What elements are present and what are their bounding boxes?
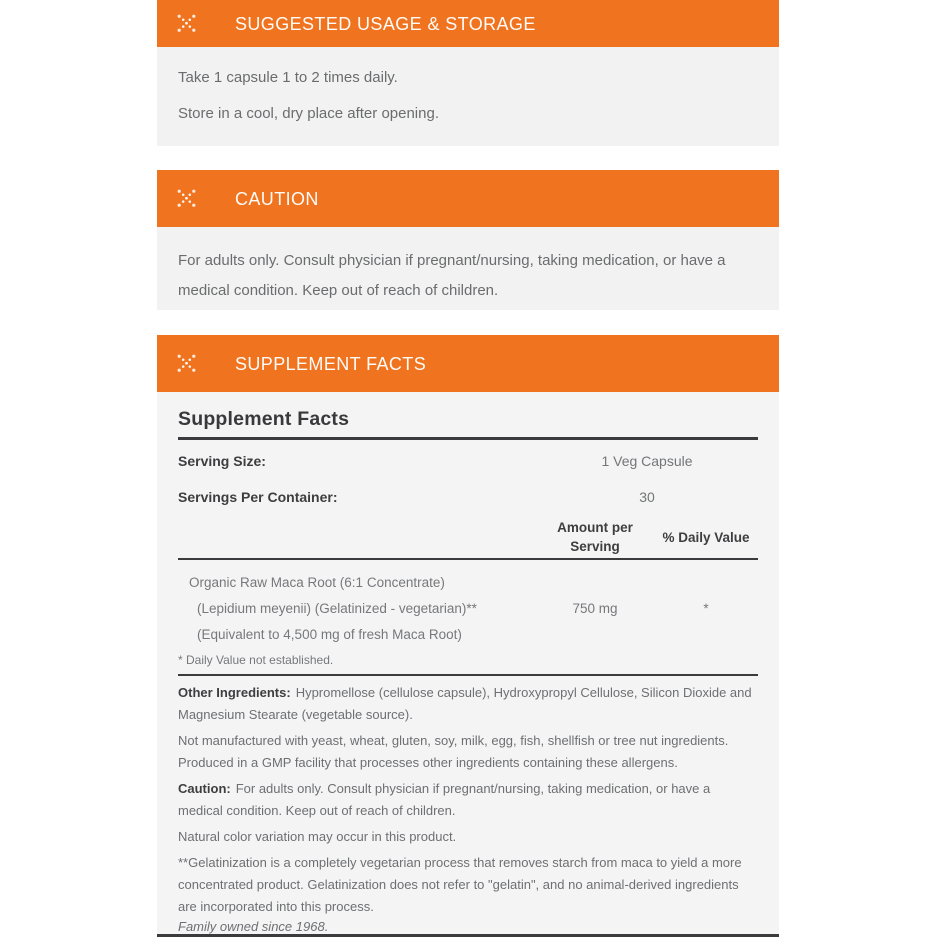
gelatinization-note: **Gelatinization is a completely vegetarian process that removes starch from maca to yield a more concentrated product. Gelatinization does not refer to "gelatin", and no animal-derived ingredients are incorporated into this process. [178, 855, 742, 914]
dotted-burst-icon [176, 353, 197, 374]
supplement-facts-panel [157, 392, 779, 937]
daily-value-header: % Daily Value [662, 529, 750, 545]
facts-section-title: SUPPLEMENT FACTS [235, 353, 427, 374]
divider [178, 437, 758, 440]
servings-per-container-row [178, 489, 758, 506]
ingredient-row [178, 570, 758, 648]
caution-body [157, 227, 779, 310]
supplement-facts-heading: Supplement Facts [178, 408, 350, 430]
serving-size-value: 1 Veg Capsule [601, 453, 693, 469]
other-ingredients-paragraph: Other Ingredients: Hypromellose (cellulose capsule), Hydroxypropyl Cellulose, Silicon Dioxide and Magnesium Stearate (vegetable source). [178, 685, 752, 722]
caution-section [157, 170, 779, 310]
ingredient-name: Organic Raw Maca Root (6:1 Concentrate) (Lepidium meyenii) (Gelatinized - vegetarian)** (Equivalent to 4,500 mg of fresh Maca Root) [189, 575, 477, 642]
caution-header-bar [157, 170, 779, 227]
dotted-burst-icon [176, 188, 197, 209]
caution-label: Caution: [178, 781, 231, 796]
ingredient-amount: 750 mg [572, 601, 618, 616]
color-variation-note: Natural color variation may occur in this product. [178, 829, 457, 844]
family-owned-note: Family owned since 1968. [178, 919, 329, 934]
other-ingredients-label: Other Ingredients: [178, 685, 291, 700]
divider [178, 674, 758, 676]
daily-value-footnote: * Daily Value not established. [178, 653, 334, 667]
caution-section-title: CAUTION [235, 188, 319, 209]
usage-section [157, 0, 779, 146]
usage-body [157, 47, 779, 146]
dotted-burst-icon [176, 13, 197, 34]
ingredient-daily-value: * [703, 601, 709, 616]
serving-size-label: Serving Size: [178, 453, 266, 469]
servings-per-container-label: Servings Per Container: [178, 489, 338, 505]
caution-text: For adults only. Consult physician if pregnant/nursing, taking medication, or have a medical condition. Keep out of reach of children. [178, 252, 726, 299]
facts-header-bar [157, 335, 779, 392]
usage-line-2: Store in a cool, dry place after opening. [178, 105, 439, 122]
serving-size-row [178, 453, 758, 470]
servings-per-container-value: 30 [639, 489, 655, 505]
facts-column-headers [178, 518, 758, 556]
allergen-paragraph: Not manufactured with yeast, wheat, gluten, soy, milk, egg, fish, shellfish or tree nut ingredients. Produced in a GMP facility that processes other ingredients containing these allergens. [178, 733, 729, 770]
usage-header-bar [157, 0, 779, 47]
product-info-column [157, 0, 779, 937]
usage-section-title: SUGGESTED USAGE & STORAGE [235, 13, 536, 34]
amount-per-serving-header: Amount per Serving [557, 520, 633, 554]
divider [178, 558, 758, 560]
usage-line-1: Take 1 capsule 1 to 2 times daily. [178, 69, 398, 86]
caution-paragraph: Caution: For adults only. Consult physician if pregnant/nursing, taking medication, or have a medical condition. Keep out of reach of children. [178, 781, 711, 818]
supplement-facts-section [157, 335, 779, 937]
